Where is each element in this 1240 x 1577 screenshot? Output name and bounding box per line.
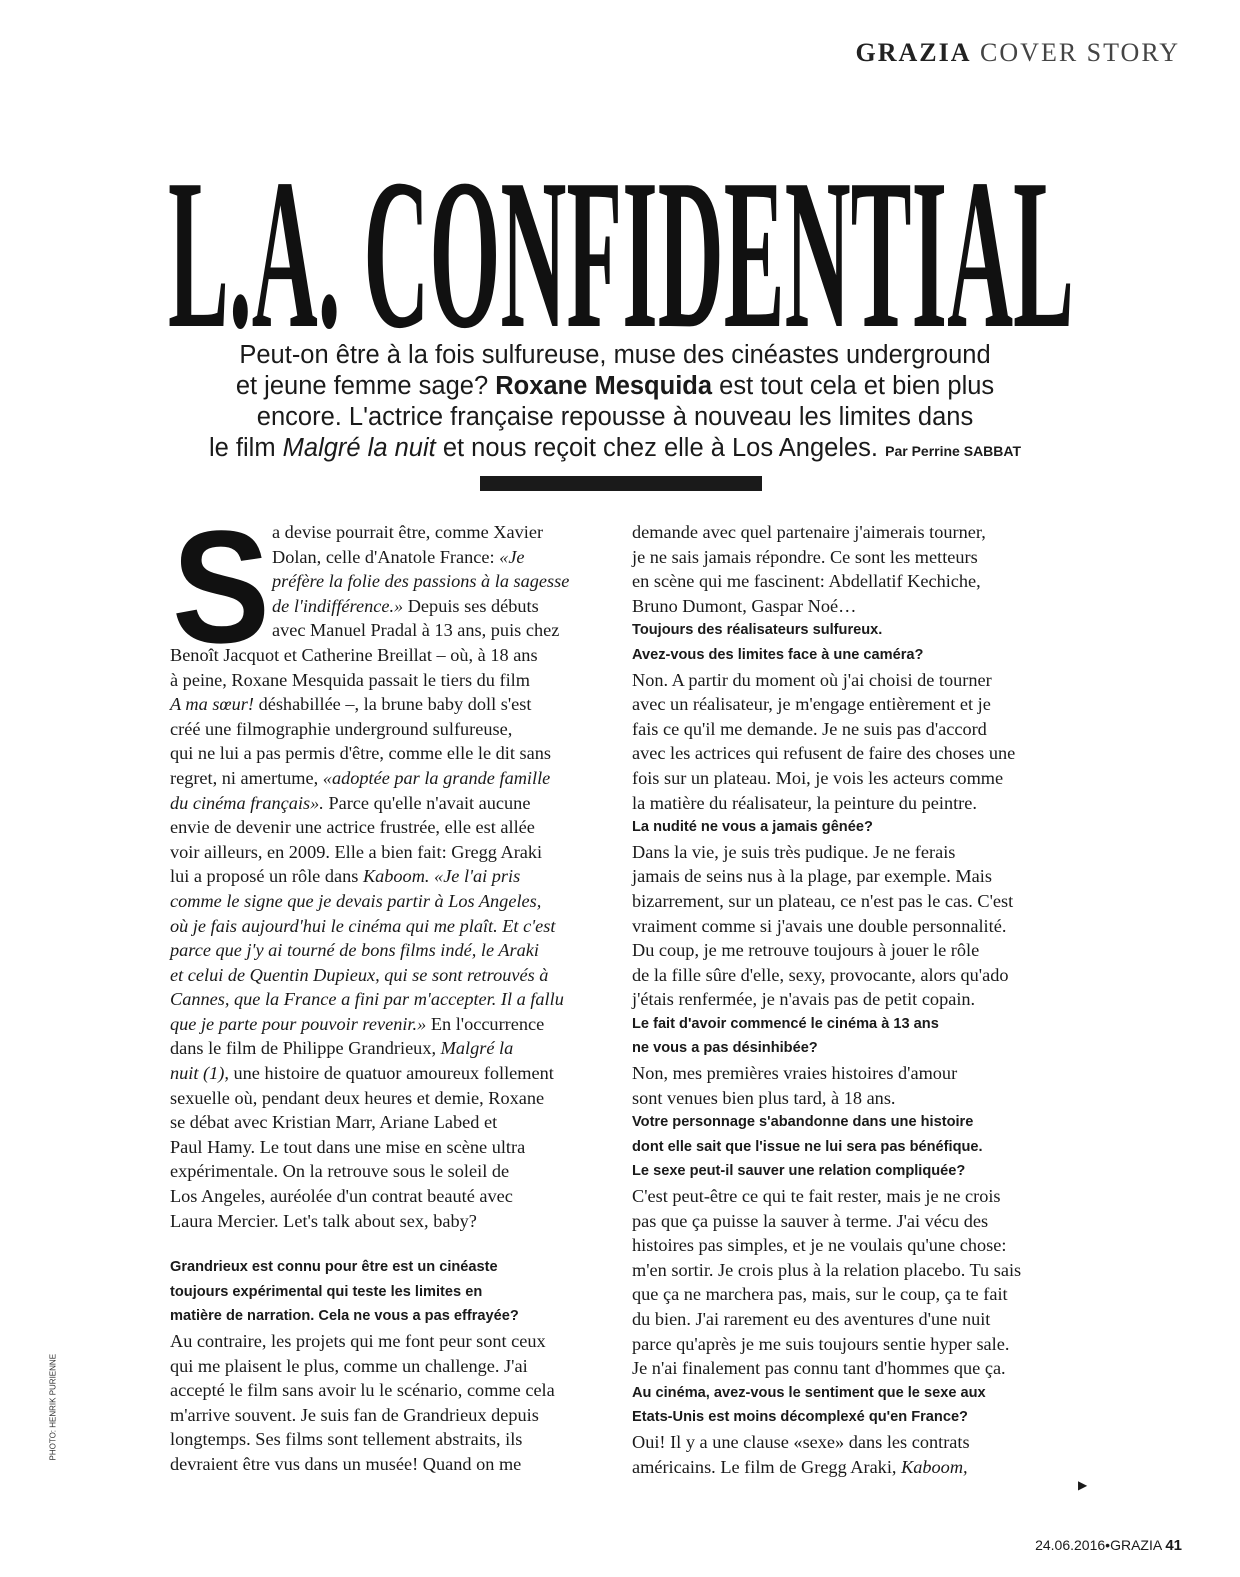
- body-line: histoires pas simples, et je ne voulais qu'une chose:: [632, 1235, 1007, 1256]
- quote-text: et celui de Quentin Dupieux, qui se sont retrouvés à: [170, 964, 549, 985]
- body-text: déshabillée –, la brune baby doll s'est: [258, 694, 532, 715]
- body-line: sexuelle où, pendant deux heures et demie, Roxane: [170, 1087, 545, 1108]
- interview-question: dont elle sait que l'issue ne lui sera pas bénéfique.: [632, 1138, 983, 1155]
- drop-cap-letter: S: [172, 525, 270, 645]
- interview-question: Avez-vous des limites face à une caméra?: [632, 646, 924, 663]
- body-line: [170, 569, 610, 594]
- body-line: fois sur un plateau. Moi, je vois les acteurs comme: [632, 767, 1004, 788]
- body-text: Dolan, celle d'Anatole France:: [272, 546, 495, 567]
- body-line: a devise pourrait être, comme Xavier: [272, 522, 544, 542]
- body-line: avec Manuel Pradal à 13 ans, puis chez: [272, 620, 560, 641]
- section-header: [856, 38, 1180, 68]
- body-line: [170, 889, 610, 914]
- body-line: [170, 1012, 610, 1037]
- body-line: envie de devenir une actrice frustrée, elle est allée: [170, 817, 535, 838]
- article-column-1: [170, 520, 610, 1477]
- play-triangle-icon: ▶: [1078, 1478, 1088, 1492]
- article-title: [166, 172, 1076, 332]
- body-line: [170, 864, 610, 889]
- body-line: se débat avec Kristian Marr, Ariane Labed et: [170, 1112, 498, 1133]
- body-line: que ça ne marchera pas, mais, sur le coup, ça te fait: [632, 1284, 1008, 1305]
- interview-question: Le sexe peut-il sauver une relation compliquée?: [632, 1163, 966, 1180]
- interview-question: Le fait d'avoir commencé le cinéma à 13 ans: [632, 1015, 939, 1032]
- body-line: demande avec quel partenaire j'aimerais tourner,: [632, 522, 986, 542]
- quote-text: «Je: [499, 546, 525, 567]
- film-title: Malgré la: [440, 1038, 514, 1059]
- film-title: Kaboom.: [362, 866, 430, 887]
- body-line: Je n'ai finalement pas connu tant d'hommes que ça.: [632, 1358, 1006, 1379]
- subject-name: Roxane Mesquida: [495, 372, 713, 400]
- footer-brand: GRAZIA: [1110, 1537, 1162, 1553]
- interview-question: Toujours des réalisateurs sulfureux.: [632, 622, 883, 639]
- body-line: pas que ça puisse la sauver à terme. J'ai vécu des: [632, 1210, 989, 1231]
- page-number: 41: [1165, 1537, 1182, 1554]
- body-line: qui ne lui a pas permis d'être, comme elle le dit sans: [170, 743, 551, 764]
- body-line: voir ailleurs, en 2009. Elle a bien fait: Gregg Araki: [170, 841, 543, 862]
- page-footer: [1035, 1537, 1182, 1554]
- body-line: Au contraire, les projets qui me font peur sont ceux: [170, 1331, 546, 1351]
- body-text: américains. Le film de Gregg Araki,: [632, 1456, 897, 1477]
- quote-text: de l'indifférence.»: [272, 595, 404, 616]
- body-line: du bien. J'ai rarement eu des aventures d'une nuit: [632, 1309, 991, 1329]
- body-text: Depuis ses débuts: [407, 595, 539, 616]
- body-line: créé une filmographie underground sulfureuse,: [170, 718, 513, 739]
- body-line: [632, 1455, 1057, 1480]
- body-line: C'est peut-être ce qui te fait rester, mais je ne crois: [632, 1186, 1001, 1207]
- body-line: en scène qui me fascinent: Abdellatif Kechiche,: [632, 571, 981, 592]
- body-line: Du coup, je me retrouve toujours à jouer le rôle: [632, 940, 980, 961]
- deck-line: encore. L'actrice française repousse à nouveau les limites dans: [256, 403, 974, 431]
- body-line: Benoît Jacquot et Catherine Breillat – où, à 18 ans: [170, 644, 538, 665]
- body-text: dans le film de Philippe Grandrieux,: [170, 1038, 437, 1059]
- quote-text: que je parte pour pouvoir revenir.»: [170, 1013, 427, 1034]
- body-line: sont venues bien plus tard, à 18 ans.: [632, 1087, 896, 1108]
- body-line: [170, 1036, 610, 1061]
- interview-question: Etats-Unis est moins décomplexé qu'en France?: [632, 1409, 968, 1426]
- deck-line: [150, 371, 1080, 402]
- quote-text: où je fais aujourd'hui le cinéma qui me plaît. Et c'est: [170, 915, 556, 936]
- film-title: Kaboom,: [901, 1456, 968, 1477]
- body-line: vraiment comme si j'avais une double personnalité.: [632, 915, 1007, 936]
- body-line: Los Angeles, auréolée d'un contrat beauté avec: [170, 1186, 513, 1207]
- body-line: m'arrive souvent. Je suis fan de Grandrieux depuis: [170, 1404, 539, 1425]
- body-text: lui a proposé un rôle dans: [170, 866, 359, 887]
- interview-question: ne vous a pas désinhibée?: [632, 1040, 818, 1057]
- photo-credit-text: PHOTO: HENRIK PURIENNE: [48, 1353, 58, 1461]
- section-label: COVER STORY: [980, 38, 1180, 67]
- body-line: devraient être vus dans un musée! Quand on me: [170, 1453, 522, 1474]
- body-line: [170, 791, 610, 816]
- body-text: Parce qu'elle n'avait aucune: [328, 792, 531, 813]
- deck-text: et nous reçoit chez elle à Los Angeles.: [442, 434, 879, 462]
- deck-text: et jeune femme sage?: [235, 372, 489, 400]
- paragraph-gap: [170, 1233, 610, 1255]
- quote-text: comme le signe que je devais partir à Los Angeles,: [170, 890, 542, 911]
- body-line: [170, 692, 610, 717]
- divider-bar: [480, 476, 762, 491]
- body-line: parce qu'après je me suis toujours sentie hyper sale.: [632, 1333, 1010, 1354]
- body-line: je ne sais jamais répondre. Ce sont les metteurs: [632, 546, 978, 567]
- body-line: Dans la vie, je suis très pudique. Je ne ferais: [632, 841, 956, 862]
- body-line: la matière du réalisateur, la peinture du peintre.: [632, 792, 977, 813]
- deck-line: [150, 433, 1080, 467]
- body-line: jamais de seins nus à la plage, par exemple. Mais: [632, 866, 992, 887]
- interview-question: Au cinéma, avez-vous le sentiment que le sexe aux: [632, 1384, 986, 1401]
- issue-date: 24.06.2016: [1035, 1537, 1106, 1553]
- body-line: qui me plaisent le plus, comme un challenge. J'ai: [170, 1355, 528, 1376]
- body-line: à peine, Roxane Mesquida passait le tiers du film: [170, 669, 530, 690]
- body-text: En l'occurrence: [430, 1013, 545, 1034]
- interview-question: matière de narration. Cela ne vous a pas effrayée?: [170, 1308, 519, 1325]
- byline: Par Perrine SABBAT: [885, 443, 1022, 459]
- interview-question: La nudité ne vous a jamais gênée?: [632, 819, 873, 836]
- quote-text: préfère la folie des passions à la sagesse: [272, 571, 570, 592]
- body-line: longtemps. Ses films sont tellement abstraits, ils: [170, 1429, 523, 1450]
- quote-text: parce que j'y ai tourné de bons films indé, le Araki: [170, 940, 539, 961]
- body-line: avec un réalisateur, je m'engage entièrement et je: [632, 694, 991, 715]
- body-line: [170, 1061, 610, 1086]
- body-line: Laura Mercier. Let's talk about sex, baby?: [170, 1210, 477, 1231]
- interview-question: toujours expérimental qui teste les limites en: [170, 1283, 483, 1300]
- body-line: [170, 914, 610, 939]
- body-line: [170, 545, 610, 570]
- photo-credit: [46, 1353, 60, 1463]
- body-line: accepté le film sans avoir lu le scénario, comme cela: [170, 1380, 555, 1401]
- body-line: de la fille sûre d'elle, sexy, provocante, alors qu'ado: [632, 964, 1009, 985]
- body-line: bizarrement, sur un plateau, ce n'est pas le cas. C'est: [632, 890, 1014, 911]
- film-title: Malgré la nuit: [282, 434, 436, 462]
- quote-text: Cannes, que la France a fini par m'accepter. Il a fallu: [170, 989, 564, 1010]
- body-text: regret, ni amertume,: [170, 767, 319, 788]
- body-line: [170, 594, 610, 619]
- magazine-brand: GRAZIA: [855, 38, 972, 67]
- body-line: Non, mes premières vraies histoires d'amour: [632, 1063, 958, 1084]
- interview-question: Votre personnage s'abandonne dans une histoire: [632, 1114, 974, 1131]
- film-title: nuit (1),: [170, 1063, 229, 1084]
- body-line: Paul Hamy. Le tout dans une mise en scène ultra: [170, 1136, 526, 1157]
- interview-question: Grandrieux est connu pour être est un cinéaste: [170, 1259, 498, 1276]
- body-line: [170, 938, 610, 963]
- body-line: [170, 766, 610, 791]
- footer-separator: •: [1105, 1537, 1111, 1553]
- quote-text: du cinéma français».: [170, 792, 324, 813]
- quote-text: «adoptée par la grande famille: [322, 767, 551, 788]
- article-column-2: [632, 520, 1057, 1479]
- body-line: fais ce qu'il me demande. Je ne suis pas d'accord: [632, 718, 987, 739]
- body-line: expérimentale. On la retrouve sous le soleil de: [170, 1161, 510, 1182]
- body-line: Non. A partir du moment où j'ai choisi de tourner: [632, 669, 992, 690]
- body-line: [170, 963, 610, 988]
- body-line: Oui! Il y a une clause «sexe» dans les contrats: [632, 1431, 970, 1452]
- film-title: A ma sœur!: [170, 694, 254, 715]
- article-deck: [150, 340, 1080, 467]
- body-line: Bruno Dumont, Gaspar Noé…: [632, 595, 857, 616]
- body-line: m'en sortir. Je crois plus à la relation placebo. Tu sais: [632, 1259, 1022, 1280]
- body-line: avec les actrices qui refusent de faire des choses une: [632, 743, 1016, 764]
- article-title-text: L.A. CONFIDENTIAL: [168, 172, 1074, 332]
- deck-text: le film: [208, 434, 276, 462]
- body-line: [170, 987, 610, 1012]
- body-text: une histoire de quatuor amoureux follement: [233, 1063, 554, 1084]
- quote-text: «Je l'ai pris: [434, 866, 521, 887]
- body-line: j'étais renfermée, je n'avais pas de petit copain.: [632, 989, 976, 1010]
- deck-text: est tout cela et bien plus: [719, 372, 995, 400]
- deck-line: Peut-on être à la fois sulfureuse, muse des cinéastes underground: [239, 341, 991, 369]
